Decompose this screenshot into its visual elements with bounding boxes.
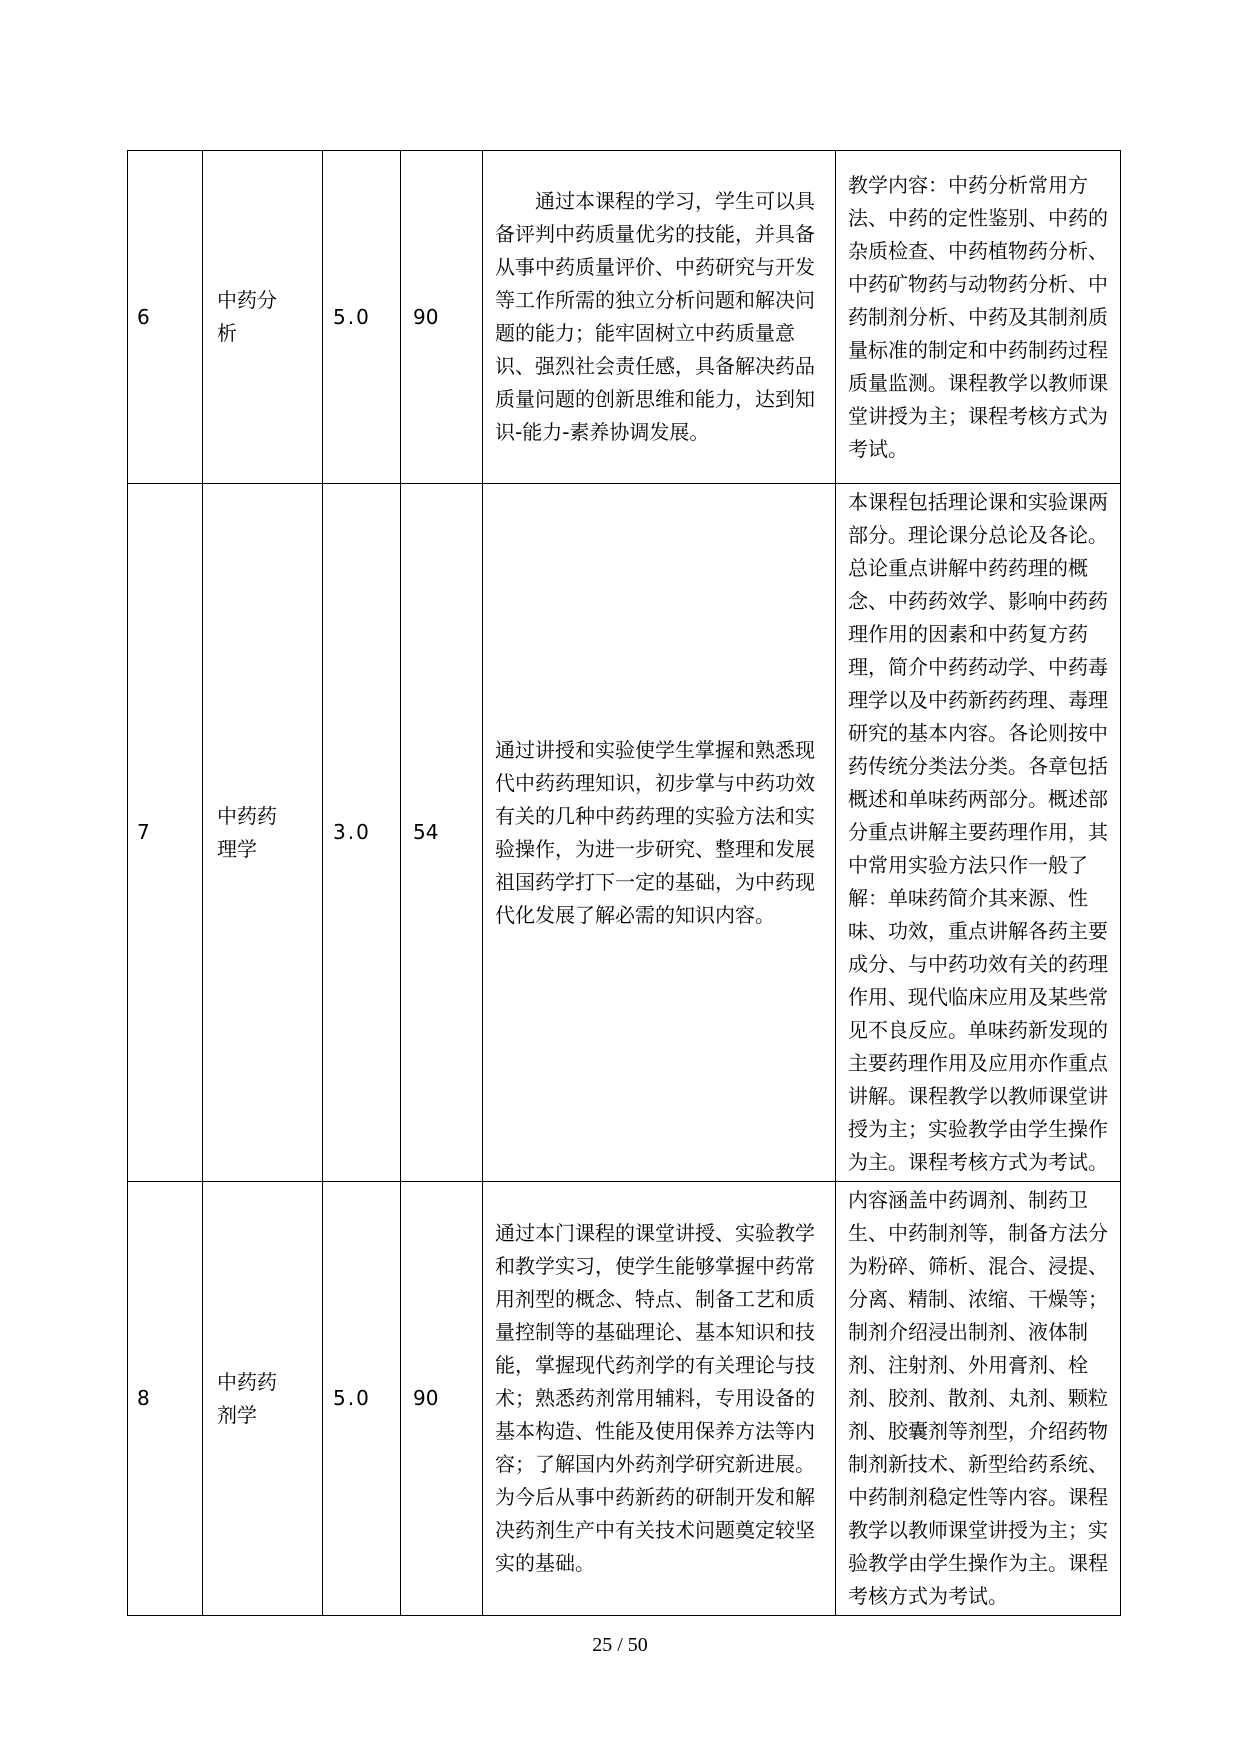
course-number: 8 (128, 1182, 203, 1616)
course-name: 中药分析 (217, 288, 277, 345)
course-credits: 5.0 (323, 1182, 401, 1616)
course-table (127, 150, 1121, 1616)
course-goal-cell (483, 484, 836, 1182)
course-credits: 5.0 (323, 151, 401, 484)
course-number: 7 (128, 484, 203, 1182)
course-hours: 90 (401, 151, 483, 484)
table-row (128, 1182, 1121, 1616)
course-content: 教学内容：中药分析常用方法、中药的定性鉴别、中药的杂质检查、中药植物药分析、中药矿物药与动物药分析、中药制剂分析、中药及其制剂质量标准的制定和中药制药过程质量监测。课程教学以教师课堂讲授为主；课程考核方式为考试。 (848, 172, 1108, 461)
course-goal-cell (483, 151, 836, 484)
course-content: 内容涵盖中药调剂、制药卫生、中药制剂等，制备方法分为粉碎、筛析、混合、浸提、分离、精制、浓缩、干燥等；制剂介绍浸出制剂、液体制剂、注射剂、外用膏剂、栓剂、胶剂、散剂、丸剂、颗粒剂、胶囊剂等剂型，介绍药物制剂新技术、新型给药系统、中药制剂稳定性等内容。课程教学以教师课堂讲授为主；实验教学由学生操作为主。课程考核方式为考试。 (848, 1188, 1108, 1608)
course-name: 中药药理学 (217, 803, 277, 861)
course-content-cell (836, 1182, 1121, 1616)
course-name: 中药药剂学 (217, 1369, 277, 1427)
course-credits: 3.0 (323, 484, 401, 1182)
course-goal: 通过本课程的学习，学生可以具备评判中药质量优劣的技能，并具备从事中药质量评价、中药研究与开发等工作所需的独立分析问题和解决问题的能力；能牢固树立中药质量意识、强烈社会责任感，具备解决药品质量问题的创新思维和能力，达到知识-能力-素养协调发展。 (495, 189, 815, 444)
table-row (128, 484, 1121, 1182)
course-hours: 90 (401, 1182, 483, 1616)
table-row (128, 151, 1121, 484)
course-name-cell (203, 1182, 323, 1616)
course-number: 6 (128, 151, 203, 484)
course-name-cell (203, 484, 323, 1182)
course-content: 本课程包括理论课和实验课两部分。理论课分总论及各论。总论重点讲解中药药理的概念、中药药效学、影响中药药理作用的因素和中药复方药理，简介中药药动学、中药毒理学以及中药新药药理、毒理研究的基本内容。各论则按中药传统分类法分类。各章包括概述和单味药两部分。概述部分重点讲解主要药理作用，其中常用实验方法只作一般了解：单味药简介其来源、性味、功效，重点讲解各药主要成分、与中药功效有关的药理作用、现代临床应用及某些常见不良反应。单味药新发现的主要药理作用及应用亦作重点讲解。课程教学以教师课堂讲授为主；实验教学由学生操作为主。课程考核方式为考试。 (848, 490, 1108, 1174)
course-goal: 通过本门课程的课堂讲授、实验教学和教学实习，使学生能够掌握中药常用剂型的概念、特点、制备工艺和质量控制等的基础理论、基本知识和技能，掌握现代药剂学的有关理论与技术；熟悉药剂常用辅料，专用设备的基本构造、性能及使用保养方法等内容；了解国内外药剂学研究新进展。为今后从事中药新药的研制开发和解决药剂生产中有关技术问题奠定较坚实的基础。 (495, 1221, 815, 1575)
course-goal: 通过讲授和实验使学生掌握和熟悉现代中药药理知识，初步掌与中药功效有关的几种中药药理的实验方法和实验操作，为进一步研究、整理和发展祖国药学打下一定的基础，为中药现代化发展了解必需的知识内容。 (495, 737, 815, 927)
course-hours: 54 (401, 484, 483, 1182)
course-goal-cell (483, 1182, 836, 1616)
course-name-cell (203, 151, 323, 484)
course-content-cell (836, 484, 1121, 1182)
course-content-cell (836, 151, 1121, 484)
page-number: 25 / 50 (592, 1634, 648, 1656)
